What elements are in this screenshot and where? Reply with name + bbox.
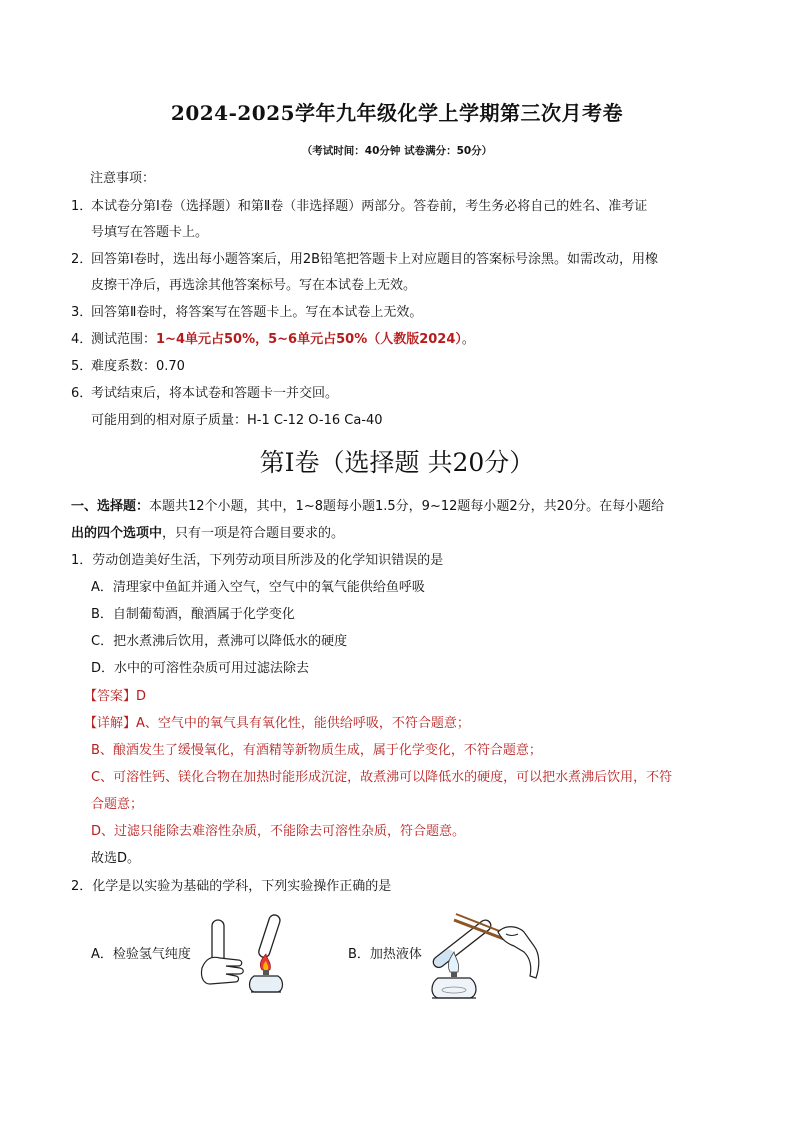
- q2-option-a: A．检验氢气纯度: [91, 947, 191, 962]
- q1-detail-line-2: B、酿酒发生了缓慢氧化，有酒精等新物质生成，属于化学变化，不符合题意；: [91, 743, 542, 758]
- section-instruction-line-2: [71, 525, 344, 543]
- section-instruction-emphasis: 出的四个选项中: [71, 526, 163, 541]
- atomic-mass: 可能用到的相对原子质量：H-1 C-12 O-16 Ca-40: [91, 413, 383, 428]
- notice-2-line-2: 皮擦干净后，再选涂其他答案标号。写在本试卷上无效。: [91, 278, 417, 293]
- notice-1-line-1: 本试卷分第Ⅰ卷（选择题）和第Ⅱ卷（非选择题）两部分。答卷前，考生务必将自己的姓名、准考证: [91, 199, 648, 214]
- section-instruction-line-1: [71, 498, 664, 516]
- q1-detail-line-4: 合题意；: [91, 797, 144, 812]
- q1-detail-line-5: D、过滤只能除去难溶性杂质，不能除去可溶性杂质，符合题意。: [91, 824, 466, 839]
- scope-highlight: 1~4单元占50%，5~6单元占50%（人教版2024）: [156, 332, 462, 347]
- notice-4-line: [91, 331, 475, 349]
- section-instruction-text: 本题共12个小题，其中，1~8题每小题1.5分，9~12题每小题2分，共20分。在每小题给: [149, 499, 665, 514]
- notice-1-line-2: 号填写在答题卡上。: [91, 225, 209, 240]
- q1-option-b: B．自制葡萄酒，酿酒属于化学变化: [91, 607, 295, 622]
- scope-label: 测试范围：: [91, 332, 157, 347]
- notice-heading: 注意事项：: [90, 171, 156, 186]
- notice-num-2: 2．: [71, 252, 93, 267]
- q1-option-a: A．清理家中鱼缸并通入空气，空气中的氧气能供给鱼呼吸: [91, 580, 425, 595]
- notice-num-6: 6．: [71, 386, 93, 401]
- notice-num-3: 3．: [71, 305, 93, 320]
- notice-2-line-1: 回答第Ⅰ卷时，选出每小题答案后，用2B铅笔把答题卡上对应题目的答案标号涂黑。如需改动，用橡: [91, 252, 659, 267]
- detail-text-a: A、空气中的氧气具有氧化性，能供给呼吸，不符合题意；: [136, 716, 470, 731]
- section-instruction-label: 一、选择题：: [71, 499, 150, 514]
- section-instruction-text-2: ，只有一项是符合题目要求的。: [162, 526, 345, 541]
- heating-liquid-illustration: [420, 906, 545, 1004]
- q2-stem: 2．化学是以实验为基础的学科，下列实验操作正确的是: [71, 879, 392, 894]
- notice-5-line-1: 难度系数：0.70: [91, 359, 185, 374]
- notice-num-1: 1．: [71, 199, 93, 214]
- hydrogen-purity-test-illustration: [196, 912, 292, 994]
- q2-option-b: B．加热液体: [348, 947, 422, 962]
- q1-answer: [84, 688, 146, 706]
- q1-detail-line-1: [84, 715, 470, 733]
- q1-detail-line-3: C、可溶性钙、镁化合物在加热时能形成沉淀，故煮沸可以降低水的硬度，可以把水煮沸后饮用，不符: [91, 770, 673, 785]
- notice-3-line-1: 回答第Ⅱ卷时，将答案写在答题卡上。写在本试卷上无效。: [91, 305, 423, 320]
- page-title: 2024-2025学年九年级化学上学期第三次月考卷: [170, 101, 624, 125]
- detail-label: 【详解】: [84, 716, 137, 731]
- q1-conclusion: 故选D。: [91, 851, 141, 866]
- notice-num-4: 4．: [71, 332, 93, 347]
- answer-value: D: [136, 689, 147, 704]
- scope-suffix: 。: [461, 332, 475, 347]
- q1-option-d: D．水中的可溶性杂质可用过滤法除去: [91, 661, 310, 676]
- exam-info: （考试时间：40分钟 试卷满分：50分）: [301, 145, 493, 157]
- q1-stem: 1．劳动创造美好生活，下列劳动项目所涉及的化学知识错误的是: [71, 553, 444, 568]
- q1-option-c: C．把水煮沸后饮用，煮沸可以降低水的硬度: [91, 634, 348, 649]
- section-title: 第Ⅰ卷（选择题 共20分）: [259, 448, 535, 477]
- notice-6-line-1: 考试结束后，将本试卷和答题卡一并交回。: [91, 386, 339, 401]
- notice-num-5: 5．: [71, 359, 93, 374]
- answer-label: 【答案】: [84, 689, 137, 704]
